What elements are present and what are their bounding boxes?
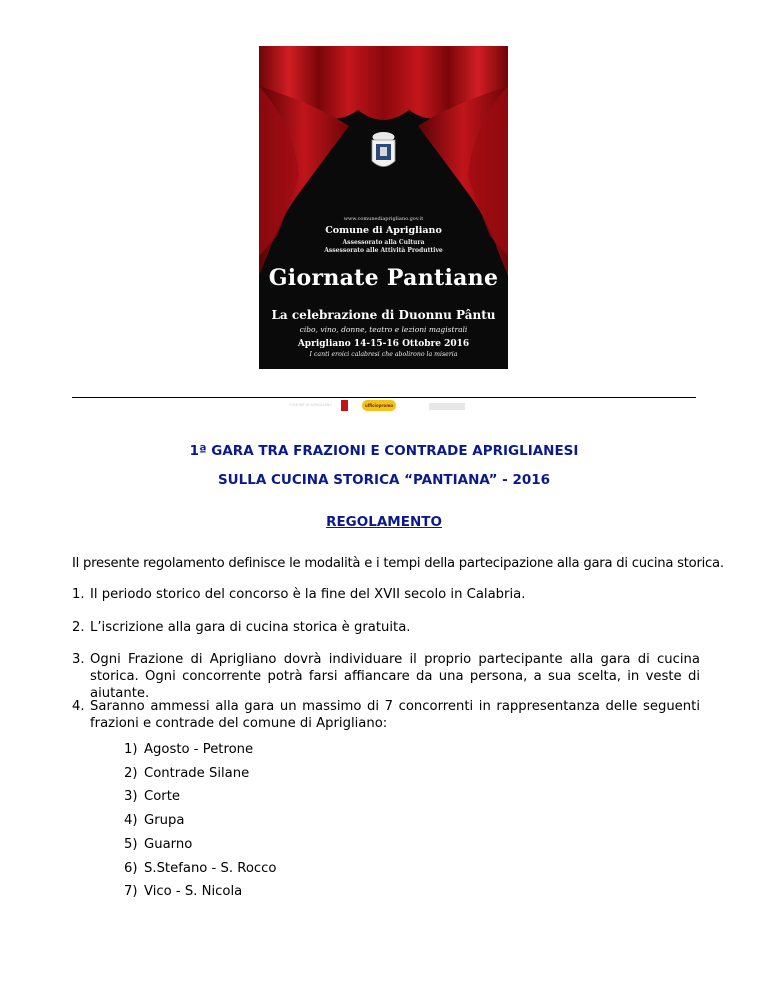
list-item [124,884,242,899]
poster-date: Aprigliano 14-15-16 Ottobre 2016 [297,339,470,349]
rule-number: 2. [72,620,85,635]
list-item [124,837,192,852]
list-item-number: 3) [124,789,138,804]
sponsor-yellow-logo: ufficiopromo [362,400,396,411]
list-item [124,742,253,757]
poster-sponsor-strip [259,397,508,417]
list-item-number: 2) [124,766,138,781]
list-item-number: 6) [124,861,138,876]
sponsor-comune-text: COMUNE DI APRIGLIANO [289,403,332,407]
rule-text: Saranno ammessi alla gara un massimo di 7 concorrenti in rappresentanza delle seguenti frazioni e contrade del comune di Aprigliano: [90,699,700,731]
heading-regolamento: REGOLAMENTO [326,514,442,530]
list-item-name: Grupa [144,813,185,828]
list-item-name: Agosto - Petrone [144,742,254,757]
poster-assessorato-attivita: Assessorato alle Attività Produttive [324,247,443,254]
list-item-name: Contrade Silane [144,766,250,781]
horizontal-divider [72,397,696,398]
rule-text: L’iscrizione alla gara di cucina storica è gratuita. [90,620,411,635]
poster-tagline: cibo, vino, donne, teatro e lezioni magistrali [299,325,468,334]
poster-comune: Comune di Aprigliano [325,225,442,236]
list-item [124,789,180,804]
poster-assessorato-cultura: Assessorato alla Cultura [342,239,425,246]
list-item-number: 1) [124,742,138,757]
rule-number: 1. [72,587,85,602]
sponsor-red-logo-icon [341,400,348,411]
poster-url: www.comunediaprigliano.gov.it [343,216,424,222]
list-item [124,766,249,781]
rule-number: 3. [72,652,85,667]
poster-quote: «...veniti ca ne scialàmu» [416,383,500,391]
event-poster [259,46,508,408]
list-item-name: Corte [144,789,180,804]
list-item-number: 7) [124,884,138,899]
list-item [124,861,276,876]
sponsor-logo-icon [429,403,465,410]
list-item-name: S.Stefano - S. Rocco [144,861,277,876]
list-item-number: 4) [124,813,138,828]
poster-title: Giornate Pantiane [268,265,499,291]
heading-cucina: SULLA CUCINA STORICA “PANTIANA” - 2016 [217,472,551,488]
heading-gara: 1ª GARA TRA FRAZIONI E CONTRADE APRIGLIANESI [189,443,579,459]
rule-text: Il periodo storico del concorso è la fine del XVII secolo in Calabria. [90,587,526,602]
intro-paragraph: Il presente regolamento definisce le modalità e i tempi della partecipazione alla gara di cucina storica. [72,556,724,571]
list-item [124,813,184,828]
coat-of-arms-icon [372,132,395,167]
poster-canti: I canti eroici calabresi che abolirono la miseria [309,351,458,358]
rule-text: Ogni Frazione di Aprigliano dovrà individuare il proprio partecipante alla gara di cucina storica. Ogni concorrente potrà farsi affiancare da una persona, a sua scelta, in veste di aiutante. [90,652,700,701]
poster-subtitle: La celebrazione di Duonnu Pântu [271,308,496,322]
list-item-name: Vico - S. Nicola [144,884,243,899]
rule-number: 4. [72,699,85,714]
list-item-name: Guarno [144,837,193,852]
list-item-number: 5) [124,837,138,852]
